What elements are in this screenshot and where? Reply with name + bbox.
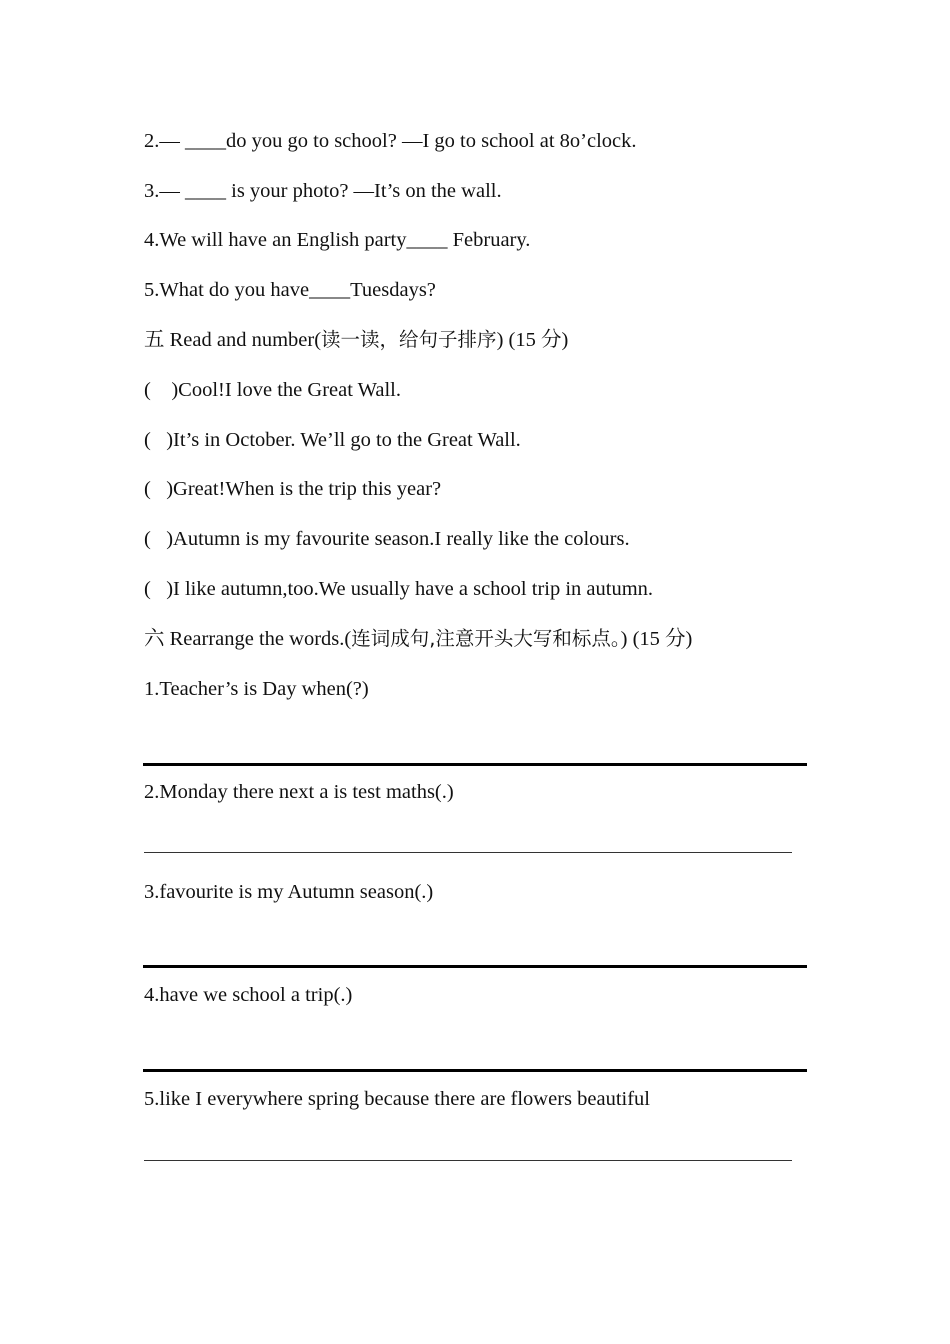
answer-line-5[interactable] — [144, 1160, 792, 1161]
rearrange-item-1: 1.Teacher’s is Day when(?) — [144, 678, 369, 700]
order-item-1: ( )Cool!I love the Great Wall. — [144, 379, 401, 401]
order-item-2: ( )It’s in October. We’ll go to the Great Wall. — [144, 429, 521, 451]
order-item-4: ( )Autumn is my favourite season.I really like the colours. — [144, 528, 630, 550]
fill-blank-5: 5.What do you have____Tuesdays? — [144, 279, 436, 301]
rearrange-item-3: 3.favourite is my Autumn season(.) — [144, 881, 434, 903]
section-6-label: 六 Rearrange the words.( — [144, 628, 352, 650]
fill-blank-4: 4.We will have an English party____ February. — [144, 229, 531, 251]
section-5-score: ) (15 分) — [496, 329, 569, 351]
answer-line-4[interactable] — [143, 1069, 807, 1072]
section-6-score: ) (15 分) — [620, 628, 693, 650]
rearrange-item-4: 4.have we school a trip(.) — [144, 984, 353, 1006]
rearrange-item-5: 5.like I everywhere spring because there are flowers beautiful — [144, 1088, 651, 1110]
section-6-instruction: 连词成句,注意开头大写和标点。 — [351, 627, 621, 650]
answer-line-2[interactable] — [144, 852, 792, 853]
answer-line-1[interactable] — [143, 763, 807, 766]
rearrange-item-2: 2.Monday there next a is test maths(.) — [144, 781, 454, 803]
fill-blank-2: 2.— ____do you go to school? —I go to school at 8o’clock. — [144, 130, 637, 152]
order-item-5: ( )I like autumn,too.We usually have a school trip in autumn. — [144, 578, 654, 600]
answer-line-3[interactable] — [143, 965, 807, 968]
section-5-label: 五 Read and number( — [144, 329, 322, 351]
fill-blank-3: 3.— ____ is your photo? —It’s on the wall. — [144, 180, 502, 202]
order-item-3: ( )Great!When is the trip this year? — [144, 478, 442, 500]
section-5-instruction: 读一读，给句子排序 — [321, 328, 497, 351]
section-5-heading — [144, 326, 568, 354]
section-6-heading — [144, 625, 692, 653]
